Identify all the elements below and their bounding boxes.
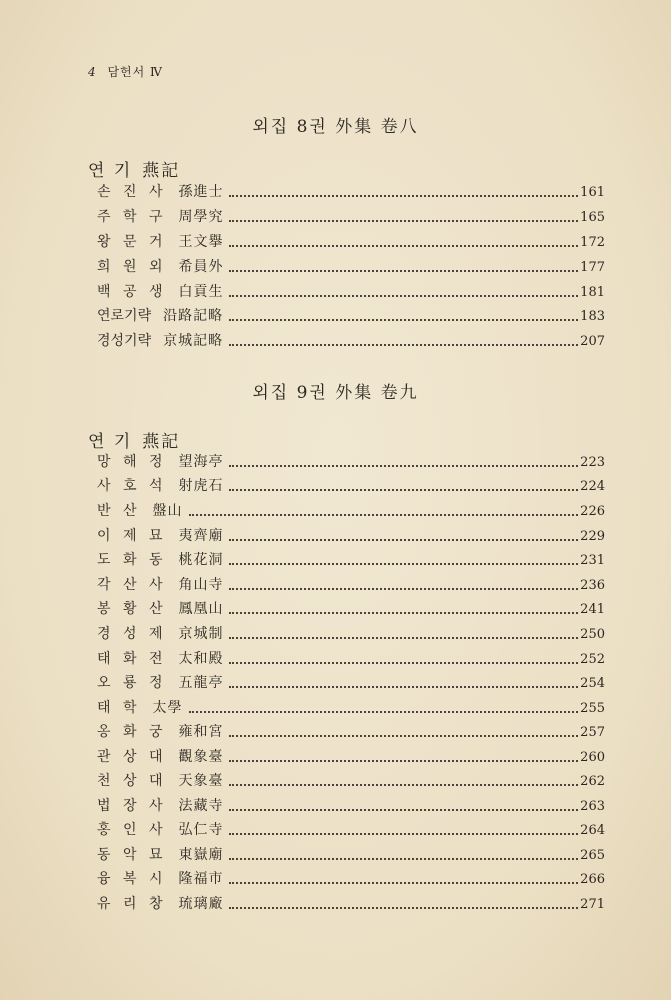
entry-korean: 도 화 동 — [97, 552, 167, 568]
entry-hanja: 王文擧 — [178, 234, 224, 250]
entry-page: 264 — [580, 823, 605, 838]
toc-entry[interactable] — [97, 281, 605, 305]
group-hanja: 燕記 — [142, 432, 181, 452]
entry-hanja: 希員外 — [178, 259, 224, 275]
dot-leader — [229, 637, 578, 639]
toc-entry[interactable] — [97, 672, 605, 696]
book-title: 담헌서 Ⅳ — [107, 65, 164, 79]
toc-entry[interactable] — [97, 746, 605, 770]
entry-page: 263 — [580, 799, 605, 814]
dot-leader — [229, 220, 578, 222]
entry-korean: 왕 문 거 — [97, 234, 167, 250]
toc-entry[interactable] — [97, 721, 605, 745]
entry-hanja: 周學究 — [178, 209, 224, 225]
dot-leader — [189, 711, 579, 713]
toc-entry[interactable] — [97, 623, 605, 647]
entry-korean: 융 복 시 — [97, 871, 167, 887]
toc-entry[interactable] — [97, 795, 605, 819]
toc-entry[interactable] — [97, 598, 605, 622]
toc-entry[interactable] — [97, 648, 605, 672]
entry-page: 161 — [580, 185, 605, 200]
toc-entry[interactable] — [97, 770, 605, 794]
entry-korean: 법 장 사 — [97, 798, 167, 814]
dot-leader — [229, 344, 578, 346]
dot-leader — [229, 907, 578, 909]
toc-entry[interactable] — [97, 256, 605, 280]
entry-page: 255 — [580, 701, 605, 716]
entry-korean: 옹 화 궁 — [97, 724, 167, 740]
entry-page: 229 — [580, 529, 605, 544]
entry-korean: 홍 인 사 — [97, 822, 167, 838]
entry-hanja: 射虎石 — [178, 478, 224, 494]
group-heading-yeongi — [88, 156, 180, 181]
entry-page: 250 — [580, 627, 605, 642]
entry-hanja: 東嶽廟 — [178, 847, 224, 863]
toc-entry[interactable] — [97, 231, 605, 255]
entry-korean: 각 산 사 — [97, 577, 167, 593]
group-heading-yeongi — [88, 427, 180, 452]
entry-korean: 백 공 생 — [97, 284, 167, 300]
entry-page: 177 — [580, 260, 605, 275]
entry-page: 236 — [580, 578, 605, 593]
dot-leader — [229, 270, 578, 272]
entry-korean: 천 상 대 — [97, 773, 167, 789]
entry-hanja: 桃花洞 — [178, 552, 224, 568]
entry-hanja: 白貢生 — [178, 284, 224, 300]
dot-leader — [229, 760, 578, 762]
entry-hanja: 法藏寺 — [178, 798, 224, 814]
dot-leader — [229, 539, 578, 541]
dot-leader — [189, 514, 579, 516]
dot-leader — [229, 858, 578, 860]
toc-entry[interactable] — [97, 181, 605, 205]
entry-hanja: 夷齊廟 — [178, 528, 224, 544]
entry-page: 252 — [580, 652, 605, 667]
dot-leader — [229, 833, 578, 835]
entry-hanja: 太學 — [152, 700, 183, 716]
dot-leader — [229, 662, 578, 664]
entry-korean: 이 제 묘 — [97, 528, 167, 544]
entry-korean: 연로기략 — [97, 308, 152, 324]
entry-page: 207 — [580, 334, 605, 349]
section-title-vol8: 외집 8권 外集 卷八 — [252, 117, 419, 137]
toc-entry[interactable] — [97, 451, 605, 475]
entry-hanja: 天象臺 — [178, 773, 224, 789]
entry-page: 260 — [580, 750, 605, 765]
entry-hanja: 弘仁寺 — [178, 822, 224, 838]
toc-entry[interactable] — [97, 893, 605, 917]
dot-leader — [229, 612, 578, 614]
entry-page: 231 — [580, 553, 605, 568]
entry-hanja: 隆福市 — [178, 871, 224, 887]
entry-page: 183 — [580, 309, 605, 324]
entry-hanja: 望海亭 — [178, 454, 224, 470]
entry-page: 265 — [580, 848, 605, 863]
toc-entry[interactable] — [97, 475, 605, 499]
entry-korean: 경 성 제 — [97, 626, 167, 642]
entry-page: 224 — [580, 479, 605, 494]
page-number: 4 — [88, 65, 97, 79]
dot-leader — [229, 784, 578, 786]
group-hanja: 燕記 — [142, 161, 181, 181]
entry-korean: 손 진 사 — [97, 184, 167, 200]
dot-leader — [229, 882, 578, 884]
group-korean: 연 기 — [88, 432, 133, 452]
dot-leader — [229, 809, 578, 811]
dot-leader — [229, 195, 578, 197]
entry-page: 226 — [580, 504, 605, 519]
entry-hanja: 盤山 — [152, 503, 183, 519]
dot-leader — [229, 686, 578, 688]
toc-entry[interactable] — [97, 525, 605, 549]
toc-entry[interactable] — [97, 305, 605, 329]
toc-entry[interactable] — [97, 549, 605, 573]
entry-page: 181 — [580, 285, 605, 300]
entry-hanja: 沿路記略 — [163, 308, 224, 324]
entry-korean: 희 원 외 — [97, 259, 167, 275]
toc-entry[interactable] — [97, 868, 605, 892]
entry-hanja: 觀象臺 — [178, 749, 224, 765]
toc-entry[interactable] — [97, 697, 605, 721]
entry-korean: 유 리 창 — [97, 896, 167, 912]
entry-page: 241 — [580, 602, 605, 617]
entry-page: 271 — [580, 897, 605, 912]
entry-page: 223 — [580, 455, 605, 470]
entry-korean: 오 룡 정 — [97, 675, 167, 691]
entry-korean: 경성기략 — [97, 333, 152, 349]
entry-korean: 관 상 대 — [97, 749, 167, 765]
toc-entry[interactable] — [97, 819, 605, 843]
entry-korean: 사 호 석 — [97, 478, 167, 494]
entry-korean: 태 화 전 — [97, 651, 167, 667]
toc-entry[interactable] — [97, 206, 605, 230]
entry-hanja: 琉璃廠 — [178, 896, 224, 912]
entry-page: 262 — [580, 774, 605, 789]
entry-korean: 망 해 정 — [97, 454, 167, 470]
running-head — [88, 63, 163, 80]
entry-page: 172 — [580, 235, 605, 250]
entry-korean: 반 산 — [97, 503, 141, 519]
entry-page: 165 — [580, 210, 605, 225]
entry-korean: 태 학 — [97, 700, 141, 716]
dot-leader — [229, 245, 578, 247]
entry-hanja: 鳳凰山 — [178, 601, 224, 617]
dot-leader — [229, 319, 578, 321]
entry-page: 254 — [580, 676, 605, 691]
entry-hanja: 京城記略 — [163, 333, 224, 349]
dot-leader — [229, 563, 578, 565]
group-korean: 연 기 — [88, 161, 133, 181]
dot-leader — [229, 465, 578, 467]
entry-page: 266 — [580, 872, 605, 887]
toc-entry[interactable] — [97, 330, 605, 354]
dot-leader — [229, 295, 578, 297]
toc-entry[interactable] — [97, 574, 605, 598]
entry-hanja: 五龍亭 — [178, 675, 224, 691]
entry-korean: 동 악 묘 — [97, 847, 167, 863]
entry-hanja: 孫進士 — [178, 184, 224, 200]
dot-leader — [229, 735, 578, 737]
entry-hanja: 雍和宮 — [178, 724, 224, 740]
toc-entry[interactable] — [97, 844, 605, 868]
entry-korean: 봉 황 산 — [97, 601, 167, 617]
entry-hanja: 太和殿 — [178, 651, 224, 667]
entry-page: 257 — [580, 725, 605, 740]
toc-entry[interactable] — [97, 500, 605, 524]
entry-hanja: 京城制 — [178, 626, 224, 642]
dot-leader — [229, 588, 578, 590]
dot-leader — [229, 489, 578, 491]
section-title-vol9: 외집 9권 外集 卷九 — [252, 383, 419, 403]
entry-hanja: 角山寺 — [178, 577, 224, 593]
entry-korean: 주 학 구 — [97, 209, 167, 225]
